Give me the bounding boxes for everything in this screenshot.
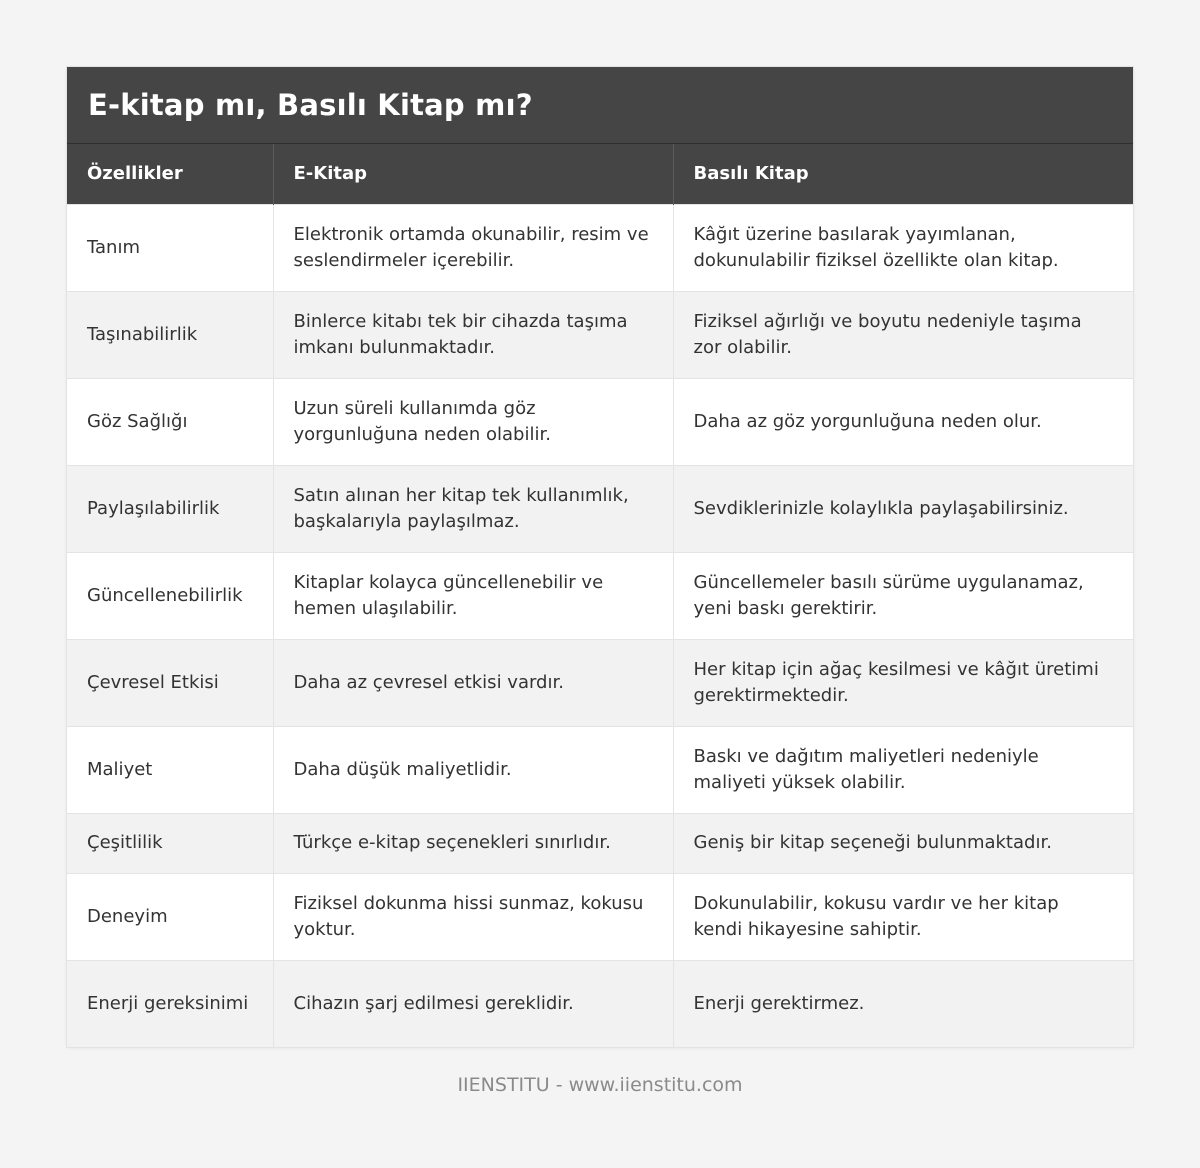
row-feature-cell: Çevresel Etkisi — [67, 639, 273, 726]
row-ebook-cell: Daha düşük maliyetlidir. — [273, 726, 673, 813]
table-row — [67, 813, 1133, 873]
row-printed-cell: Geniş bir kitap seçeneği bulunmaktadır. — [673, 813, 1133, 873]
row-ebook-cell: Satın alınan her kitap tek kullanımlık, başkalarıyla paylaşılmaz. — [273, 465, 673, 552]
row-printed-cell: Fiziksel ağırlığı ve boyutu nedeniyle taşıma zor olabilir. — [673, 291, 1133, 378]
row-feature-cell: Enerji gereksinimi — [67, 960, 273, 1047]
table-row — [67, 291, 1133, 378]
row-feature-cell: Maliyet — [67, 726, 273, 813]
row-ebook-cell: Cihazın şarj edilmesi gereklidir. — [273, 960, 673, 1047]
row-printed-cell: Dokunulabilir, kokusu vardır ve her kitap kendi hikayesine sahiptir. — [673, 873, 1133, 960]
row-printed-cell: Baskı ve dağıtım maliyetleri nedeniyle maliyeti yüksek olabilir. — [673, 726, 1133, 813]
page-title: E-kitap mı, Basılı Kitap mı? — [88, 88, 533, 122]
row-feature-cell: Paylaşılabilirlik — [67, 465, 273, 552]
comparison-table — [67, 144, 1133, 1047]
row-printed-cell: Sevdiklerinizle kolaylıkla paylaşabilirsiniz. — [673, 465, 1133, 552]
row-printed-cell: Güncellemeler basılı sürüme uygulanamaz, yeni baskı gerektirir. — [673, 552, 1133, 639]
row-printed-cell: Kâğıt üzerine basılarak yayımlanan, dokunulabilir fiziksel özellikte olan kitap. — [673, 204, 1133, 291]
table-row — [67, 378, 1133, 465]
table-row — [67, 873, 1133, 960]
column-header-printed-book: Basılı Kitap — [673, 144, 1133, 204]
row-feature-cell: Çeşitlilik — [67, 813, 273, 873]
row-ebook-cell: Fiziksel dokunma hissi sunmaz, kokusu yoktur. — [273, 873, 673, 960]
row-printed-cell: Enerji gerektirmez. — [673, 960, 1133, 1047]
row-ebook-cell: Kitaplar kolayca güncellenebilir ve hemen ulaşılabilir. — [273, 552, 673, 639]
column-header-features: Özellikler — [67, 144, 273, 204]
column-header-ebook: E-Kitap — [273, 144, 673, 204]
table-row — [67, 552, 1133, 639]
row-feature-cell: Deneyim — [67, 873, 273, 960]
row-printed-cell: Her kitap için ağaç kesilmesi ve kâğıt üretimi gerektirmektedir. — [673, 639, 1133, 726]
table-row — [67, 726, 1133, 813]
table-row — [67, 204, 1133, 291]
row-feature-cell: Tanım — [67, 204, 273, 291]
footer-credit: IIENSTITU - www.iienstitu.com — [457, 1074, 743, 1096]
title-bar — [67, 67, 1133, 144]
row-ebook-cell: Türkçe e-kitap seçenekleri sınırlıdır. — [273, 813, 673, 873]
table-header-row — [67, 144, 1133, 204]
row-ebook-cell: Elektronik ortamda okunabilir, resim ve seslendirmeler içerebilir. — [273, 204, 673, 291]
table-row — [67, 639, 1133, 726]
row-printed-cell: Daha az göz yorgunluğuna neden olur. — [673, 378, 1133, 465]
row-feature-cell: Güncellenebilirlik — [67, 552, 273, 639]
row-feature-cell: Göz Sağlığı — [67, 378, 273, 465]
table-row — [67, 465, 1133, 552]
row-ebook-cell: Daha az çevresel etkisi vardır. — [273, 639, 673, 726]
row-feature-cell: Taşınabilirlik — [67, 291, 273, 378]
row-ebook-cell: Uzun süreli kullanımda göz yorgunluğuna neden olabilir. — [273, 378, 673, 465]
comparison-card — [67, 67, 1133, 1047]
row-ebook-cell: Binlerce kitabı tek bir cihazda taşıma imkanı bulunmaktadır. — [273, 291, 673, 378]
table-row — [67, 960, 1133, 1047]
